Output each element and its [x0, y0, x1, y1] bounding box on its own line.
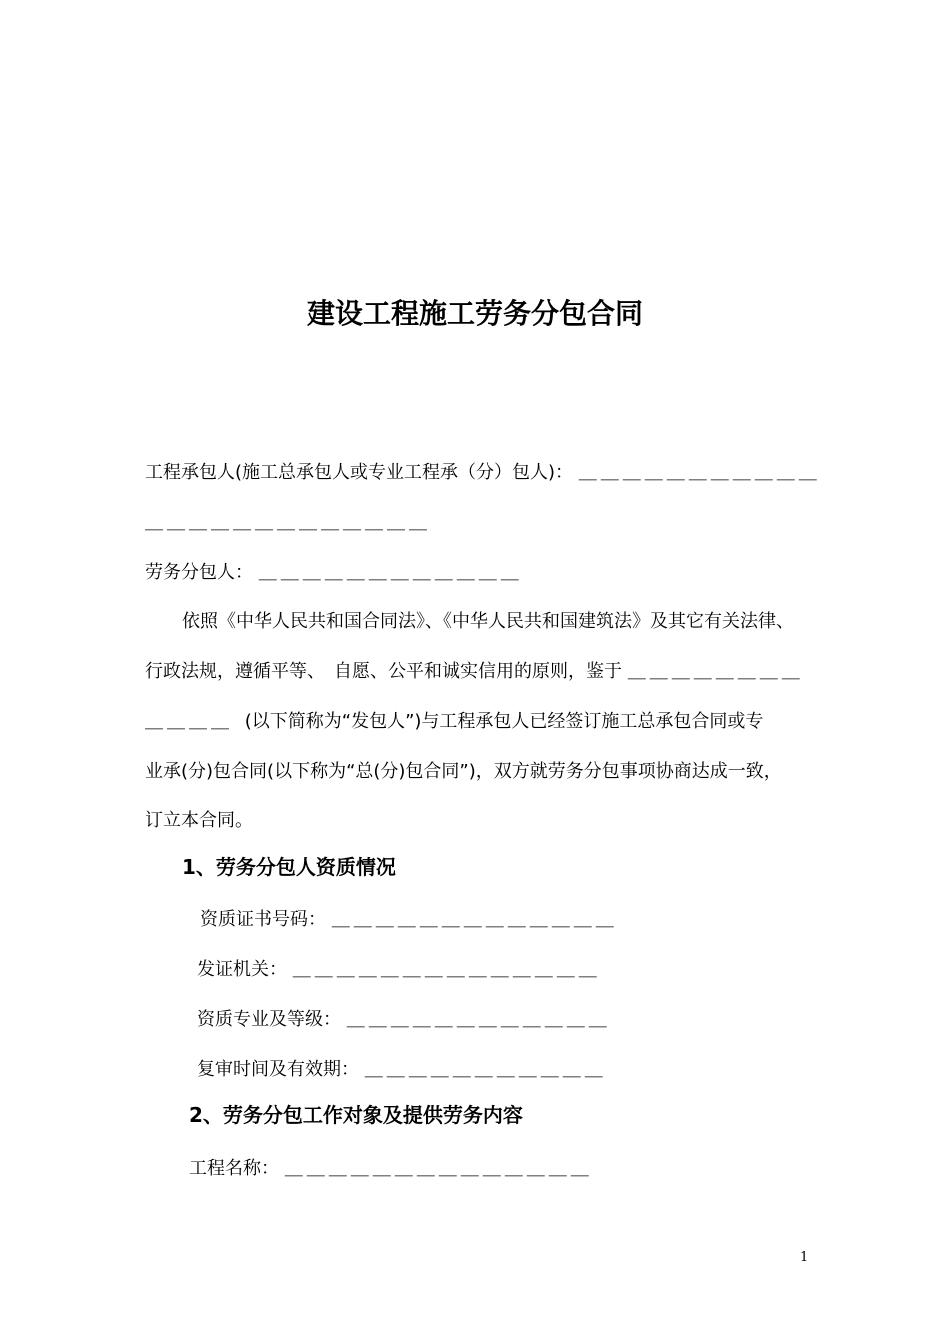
preamble-text-3: (以下简称为“发包人”)与工程承包人已经签订施工总承包合同或专 — [244, 711, 764, 732]
contractor-blank-continued[interactable] — [145, 511, 431, 535]
employer-blank[interactable]: ＿＿＿＿＿＿＿＿ — [627, 661, 804, 682]
contractor-line — [145, 461, 821, 485]
section-1-heading: 1、劳务分包人资质情况 — [182, 855, 396, 879]
cert-no-blank[interactable]: ＿＿＿＿＿＿＿＿＿＿＿＿＿ — [331, 909, 618, 930]
issuer-label: 发证机关： — [197, 959, 287, 980]
subcontractor-line — [145, 561, 523, 585]
preamble-line-5: 订立本合同。 — [145, 810, 253, 831]
cert-no-line — [200, 908, 618, 932]
review-label: 复审时间及有效期： — [197, 1059, 359, 1080]
preamble-line-4: 业承(分)包合同(以下称为“总(分)包合同”)，双方就劳务分包事项协商达成一致， — [145, 761, 782, 782]
specialty-blank[interactable]: ＿＿＿＿＿＿＿＿＿＿＿＿ — [346, 1009, 611, 1030]
preamble-line-3 — [145, 710, 763, 734]
project-name-label: 工程名称： — [189, 1158, 279, 1179]
preamble-line-2 — [145, 660, 804, 684]
employer-blank-continued[interactable]: ＿＿＿＿ — [145, 711, 233, 732]
section-2-heading: 2、劳务分包工作对象及提供劳务内容 — [189, 1103, 523, 1127]
contractor-label: 工程承包人(施工总承包人或专业工程承（分）包人)： — [145, 462, 574, 483]
review-line — [197, 1058, 607, 1082]
cert-no-label: 资质证书号码： — [200, 909, 326, 930]
preamble-text-2: 行政法规，遵循平等、 自愿、公平和诚实信用的原则，鉴于 — [145, 661, 622, 682]
specialty-label: 资质专业及等级： — [197, 1009, 341, 1030]
issuer-line — [197, 958, 601, 982]
contractor-blank[interactable]: ＿＿＿＿＿＿＿＿＿＿＿ — [578, 462, 821, 483]
project-name-line — [189, 1157, 593, 1181]
document-title: 建设工程施工劳务分包合同 — [306, 297, 643, 330]
contractor-blank-2[interactable]: ＿＿＿＿＿＿＿＿＿＿＿＿＿ — [145, 512, 431, 533]
issuer-blank[interactable]: ＿＿＿＿＿＿＿＿＿＿＿＿＿＿ — [292, 959, 601, 980]
subcontractor-label: 劳务分包人： — [145, 562, 253, 583]
subcontractor-blank[interactable]: ＿＿＿＿＿＿＿＿＿＿＿＿ — [258, 562, 523, 583]
review-blank[interactable]: ＿＿＿＿＿＿＿＿＿＿＿ — [364, 1059, 607, 1080]
specialty-line — [197, 1008, 611, 1032]
page-number: 1 — [800, 1250, 809, 1265]
project-name-blank[interactable]: ＿＿＿＿＿＿＿＿＿＿＿＿＿＿ — [284, 1158, 593, 1179]
preamble-line-1: 依照《中华人民共和国合同法》、《中华人民共和国建筑法》及其它有关法律、 — [182, 611, 794, 632]
